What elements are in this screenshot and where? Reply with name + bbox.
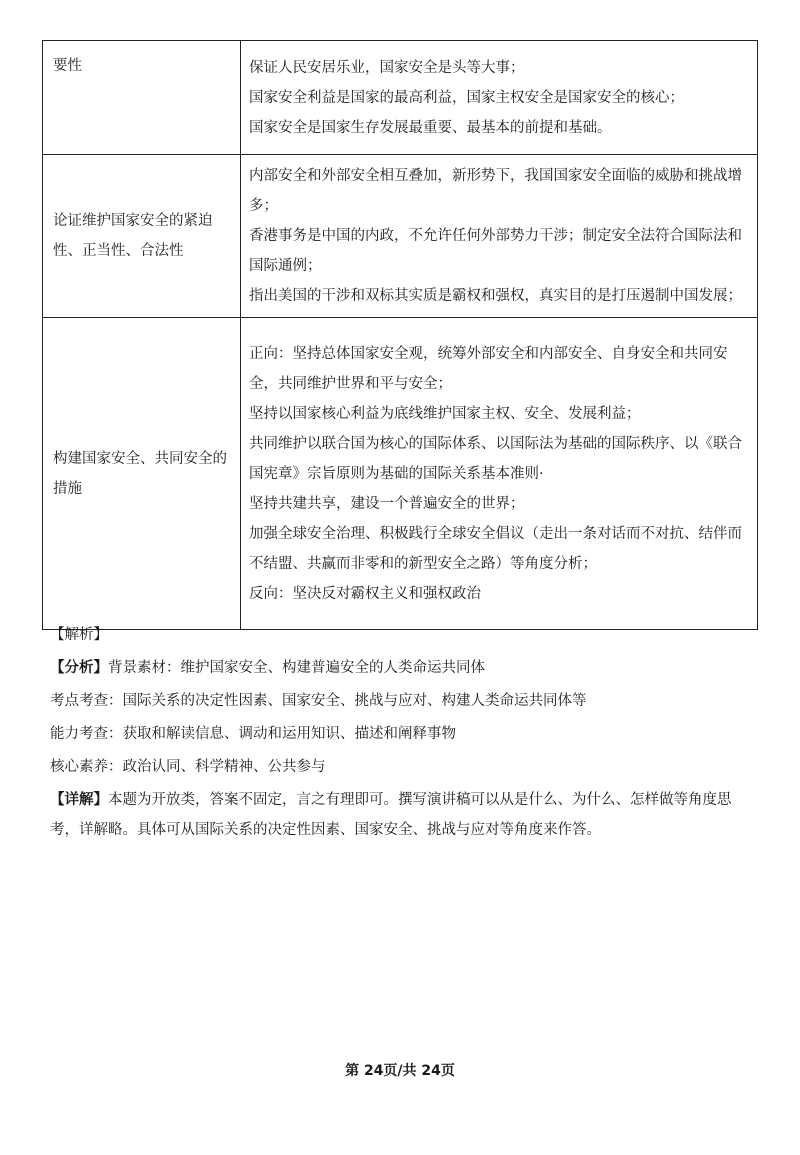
detail-text: 本题为开放类，答案不固定，言之有理即可。撰写演讲稿可以从是什么、为什么、怎样做等角度思考，详解略。具体可从国际关系的决定性因素、国家安全、挑战与应对等角度来作答。 <box>50 792 732 838</box>
content-line: 香港事务是中国的内政，不允许任何外部势力干涉；制定安全法符合国际法和国际通例； <box>249 228 742 274</box>
content-line: 坚持以国家核心利益为底线维护国家主权、安全、发展利益； <box>249 405 641 422</box>
suyang-line: 核心素养：政治认同、科学精神、公共参与 <box>50 759 326 775</box>
row-label: 论证维护国家安全的紧迫性、正当性、合法性 <box>43 155 241 318</box>
content-line: 指出美国的干涉和双标其实质是霸权和强权，真实目的是打压遏制中国发展； <box>249 288 742 304</box>
content-line: 反向：坚决反对霸权主义和强权政治 <box>249 585 481 602</box>
analysis-header: 【解析】 <box>50 627 108 643</box>
kaodian-line: 考点考查：国际关系的决定性因素、国家安全、挑战与应对、构建人类命运共同体等 <box>50 693 587 709</box>
analysis-text: 背景素材：维护国家安全、构建普遍安全的人类命运共同体 <box>108 660 485 676</box>
answer-outline-table <box>42 40 758 630</box>
analysis-summary <box>50 653 760 683</box>
row-content <box>241 41 758 155</box>
detail-paragraph <box>50 785 760 845</box>
row-label: 构建国家安全、共同安全的措施 <box>43 318 241 630</box>
content-line: 内部安全和外部安全相互叠加，新形势下，我国国家安全面临的威胁和挑战增多； <box>249 168 742 214</box>
content-line: 保证人民安居乐业，国家安全是头等大事； <box>249 59 525 76</box>
nengli-line: 能力考查：获取和解读信息、调动和运用知识、描述和阐释事物 <box>50 726 456 742</box>
content-line: 坚持共建共享，建设一个普遍安全的世界； <box>249 495 525 512</box>
table-row <box>43 318 758 630</box>
content-line: 共同维护以联合国为核心的国际体系、以国际法为基础的国际秩序、以《联合国宪章》宗旨原则为基础的国际关系基本准则· <box>249 435 742 482</box>
content-line: 加强全球安全治理、积极践行全球安全倡议（走出一条对话而不对抗、结伴而不结盟、共赢而非零和的新型安全之路）等角度分析； <box>249 525 742 572</box>
analysis-section <box>50 620 760 848</box>
content-line: 国家安全利益是国家的最高利益，国家主权安全是国家安全的核心； <box>249 89 684 106</box>
analysis-label: 【分析】 <box>50 660 108 676</box>
row-label: 要性 <box>43 41 241 155</box>
row-content <box>241 155 758 318</box>
content-line: 正向：坚持总体国家安全观，统筹外部安全和内部安全、自身安全和共同安全，共同维护世界和平与安全； <box>249 345 728 392</box>
detail-label: 【详解】 <box>50 792 108 808</box>
page-number: 第 24页/共 24页 <box>345 1063 455 1079</box>
table-row <box>43 41 758 155</box>
table-row <box>43 155 758 318</box>
row-content <box>241 318 758 630</box>
content-line: 国家安全是国家生存发展最重要、最基本的前提和基础。 <box>249 119 612 136</box>
